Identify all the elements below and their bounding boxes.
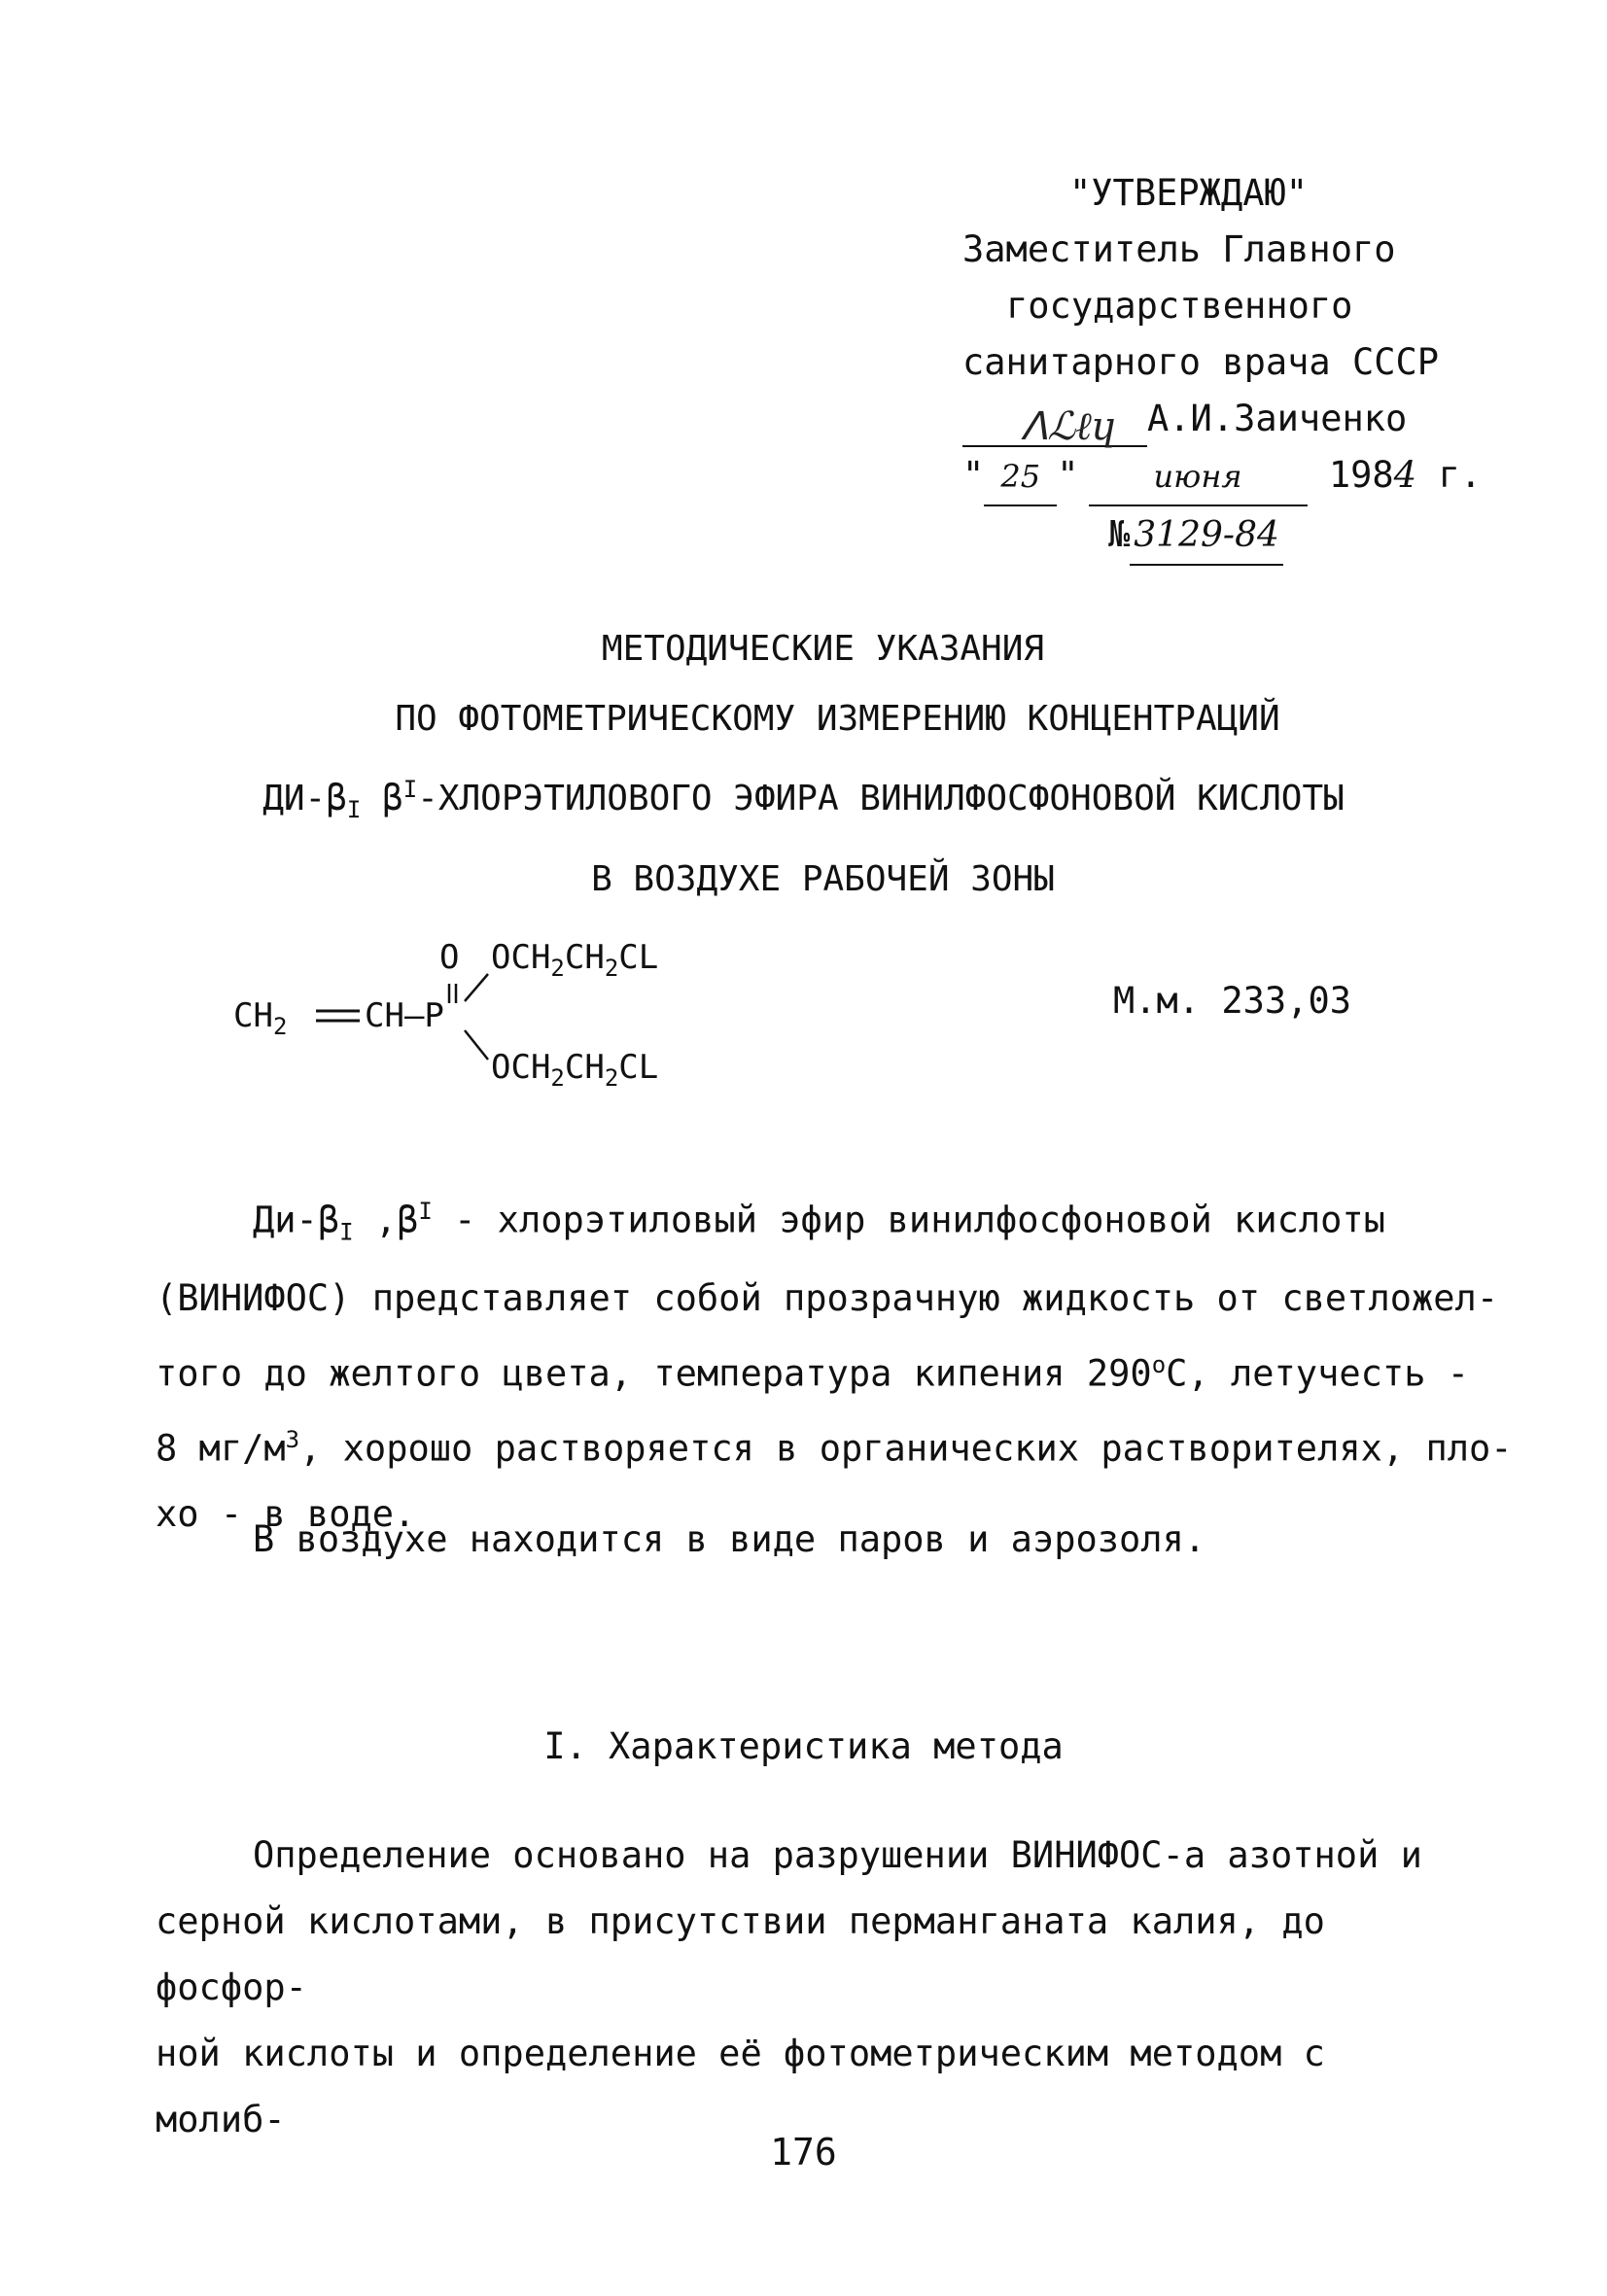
paragraph-description (156, 1178, 1513, 1548)
handwritten-signature: ᐱℒℓɥ (962, 406, 1147, 447)
document-title (0, 614, 1607, 915)
paragraph-line: серной кислотами, в присутствии перманганата калия, до фосфор- (156, 1900, 1325, 2008)
top-och: OCH (491, 938, 551, 977)
bottom-ch: CH (564, 1048, 605, 1087)
signatory-name: А.И.Заиченко (1147, 398, 1408, 439)
p1-l4-start: 8 мг/м (156, 1427, 286, 1470)
p1-l3-start: того до желтого цвета, температура кипения 290 (156, 1352, 1152, 1395)
top-ch: CH (564, 938, 605, 977)
paragraph-line (156, 1178, 1458, 1266)
approval-date (962, 447, 1483, 506)
formula-sub: 2 (272, 1012, 288, 1040)
date-year-digit: 4 (1393, 454, 1417, 496)
formula-oxygen: O (439, 938, 460, 977)
p1-start: Ди-β (253, 1199, 340, 1241)
section-heading: I. Характеристика метода (543, 1725, 1064, 1767)
top-sub2: 2 (604, 954, 619, 982)
date-close-quote: " (1057, 454, 1079, 496)
top-sub1: 2 (550, 954, 565, 982)
degree-sup: о (1151, 1350, 1167, 1378)
date-year-prefix: 198 (1328, 454, 1394, 496)
title-line-3-rest: -ХЛОРЭТИЛОВОГО ЭФИРА ВИНИЛФОСФОНОВОЙ КИСЛОТЫ (417, 779, 1345, 818)
p1-sup: I (418, 1198, 433, 1225)
date-day: 25 (984, 448, 1057, 506)
bottom-sub2: 2 (604, 1063, 619, 1092)
approval-number (962, 506, 1468, 566)
title-line-3-start: ДИ-β (262, 779, 347, 818)
approval-block (962, 165, 1483, 566)
formula-left-group (233, 996, 287, 1040)
bottom-och: OCH (491, 1048, 551, 1087)
structural-formula (233, 933, 739, 1098)
paragraph-line: хо - в воде. (156, 1493, 416, 1536)
molar-mass: М.м. 233,03 (1113, 980, 1352, 1022)
bottom-cl: CL (618, 1048, 659, 1087)
paragraph-line: (ВИНИФОС) представляет собой прозрачную жидкость от светложел- (156, 1276, 1499, 1319)
number-value: 3129-84 (1130, 507, 1283, 566)
p1-sub: I (339, 1218, 354, 1246)
title-subscript: I (346, 796, 362, 824)
paragraph-line (156, 1332, 1470, 1407)
page-number: 176 (770, 2131, 837, 2174)
approval-position-line-3: санитарного врача СССР (962, 341, 1440, 383)
p1-rest: - хлорэтиловый эфир винилфосфоновой кислоты (432, 1199, 1385, 1241)
approval-position-line-1: Заместитель Главного (962, 228, 1396, 270)
date-year-suffix: г. (1438, 454, 1483, 496)
formula-ch-left: CH (233, 996, 273, 1035)
p1-l3-rest: С, летучесть - (1166, 1352, 1470, 1395)
paragraph-line (156, 1407, 1513, 1481)
date-month: июня (1089, 448, 1308, 506)
paragraph-state: В воздухе находится в виде паров и аэрозоля. (253, 1518, 1206, 1560)
title-superscript: I (402, 776, 418, 803)
paragraph-method (156, 1823, 1458, 2153)
bottom-sub1: 2 (550, 1063, 565, 1092)
number-sign: № (1108, 513, 1131, 555)
cube-sup: 3 (285, 1426, 300, 1454)
date-open-quote: " (962, 454, 985, 496)
approval-position-line-2: государственного (1006, 285, 1353, 327)
paragraph-line: ной кислоты и определение её фотометрическим методом с молиб- (156, 2033, 1325, 2140)
title-line-3 (0, 754, 1607, 845)
formula-top-group (491, 938, 658, 982)
title-line-1: МЕТОДИЧЕСКИЕ УКАЗАНИЯ (601, 629, 1045, 669)
formula-bottom-group (491, 1048, 658, 1092)
formula-center: CH—P (365, 996, 444, 1035)
paragraph-line: Определение основано на разрушении ВИНИФОС-а азотной и (253, 1834, 1422, 1876)
title-line-3-mid: β (361, 779, 403, 818)
signature-line (962, 391, 1468, 447)
p1-mid: ,β (353, 1199, 419, 1241)
top-cl: CL (618, 938, 659, 977)
title-line-2: ПО ФОТОМЕТРИЧЕСКОМУ ИЗМЕРЕНИЮ КОНЦЕНТРАЦИЙ (395, 699, 1280, 739)
title-line-4: В ВОЗДУХЕ РАБОЧЕЙ ЗОНЫ (591, 859, 1055, 900)
p1-l4-rest: , хорошо растворяется в органических растворителях, пло- (299, 1427, 1513, 1470)
approval-title: "УТВЕРЖДАЮ" (1069, 172, 1309, 214)
formula-bonds (233, 933, 739, 1098)
